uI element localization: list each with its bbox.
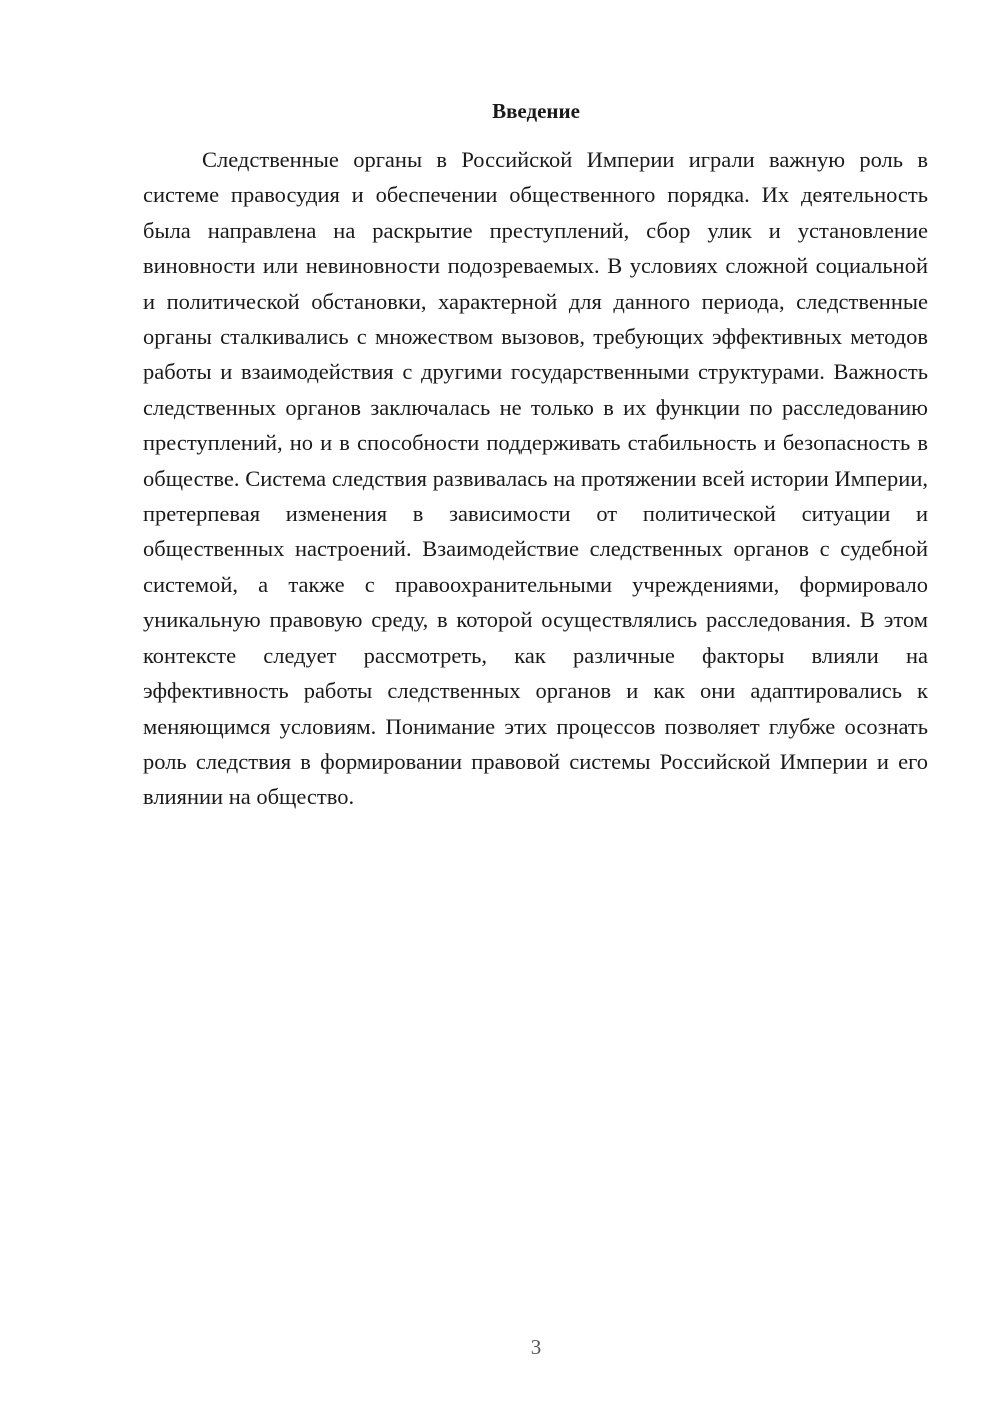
page-number: 3	[530, 1335, 542, 1359]
section-heading: Введение	[492, 99, 580, 123]
body-paragraph: Следственные органы в Российской Империи играли важную роль в системе правосудия и обеспечении общественного порядка. Их деятельность была направлена на раскрытие преступлений, сбор улик и установление виновности или невиновности подозреваемых. В условиях сложной социальной и политической обстановки, характерной для данного периода, следственные органы сталкивались с множеством вызовов, требующих эффективных методов работы и взаимодействия с другими государственными структурами. Важность следственных органов заключалась не только в их функции по расследованию преступлений, но и в способности поддерживать стабильность и безопасность в обществе. Система следствия развивалась на протяжении всей истории Империи, претерпевая изменения в зависимости от политической ситуации и общественных настроений. Взаимодействие следственных органов с судебной системой, а также с правоохранительными учреждениями, формировало уникальную правовую среду, в которой осуществлялись расследования. В этом контексте следует рассмотреть, как различные факторы влияли на эффективность работы следственных органов и как они адаптировались к меняющимся условиям. Понимание этих процессов позволяет глубже осознать роль следствия в формировании правовой системы Российской Империи и его влиянии на общество.	[143, 147, 928, 810]
